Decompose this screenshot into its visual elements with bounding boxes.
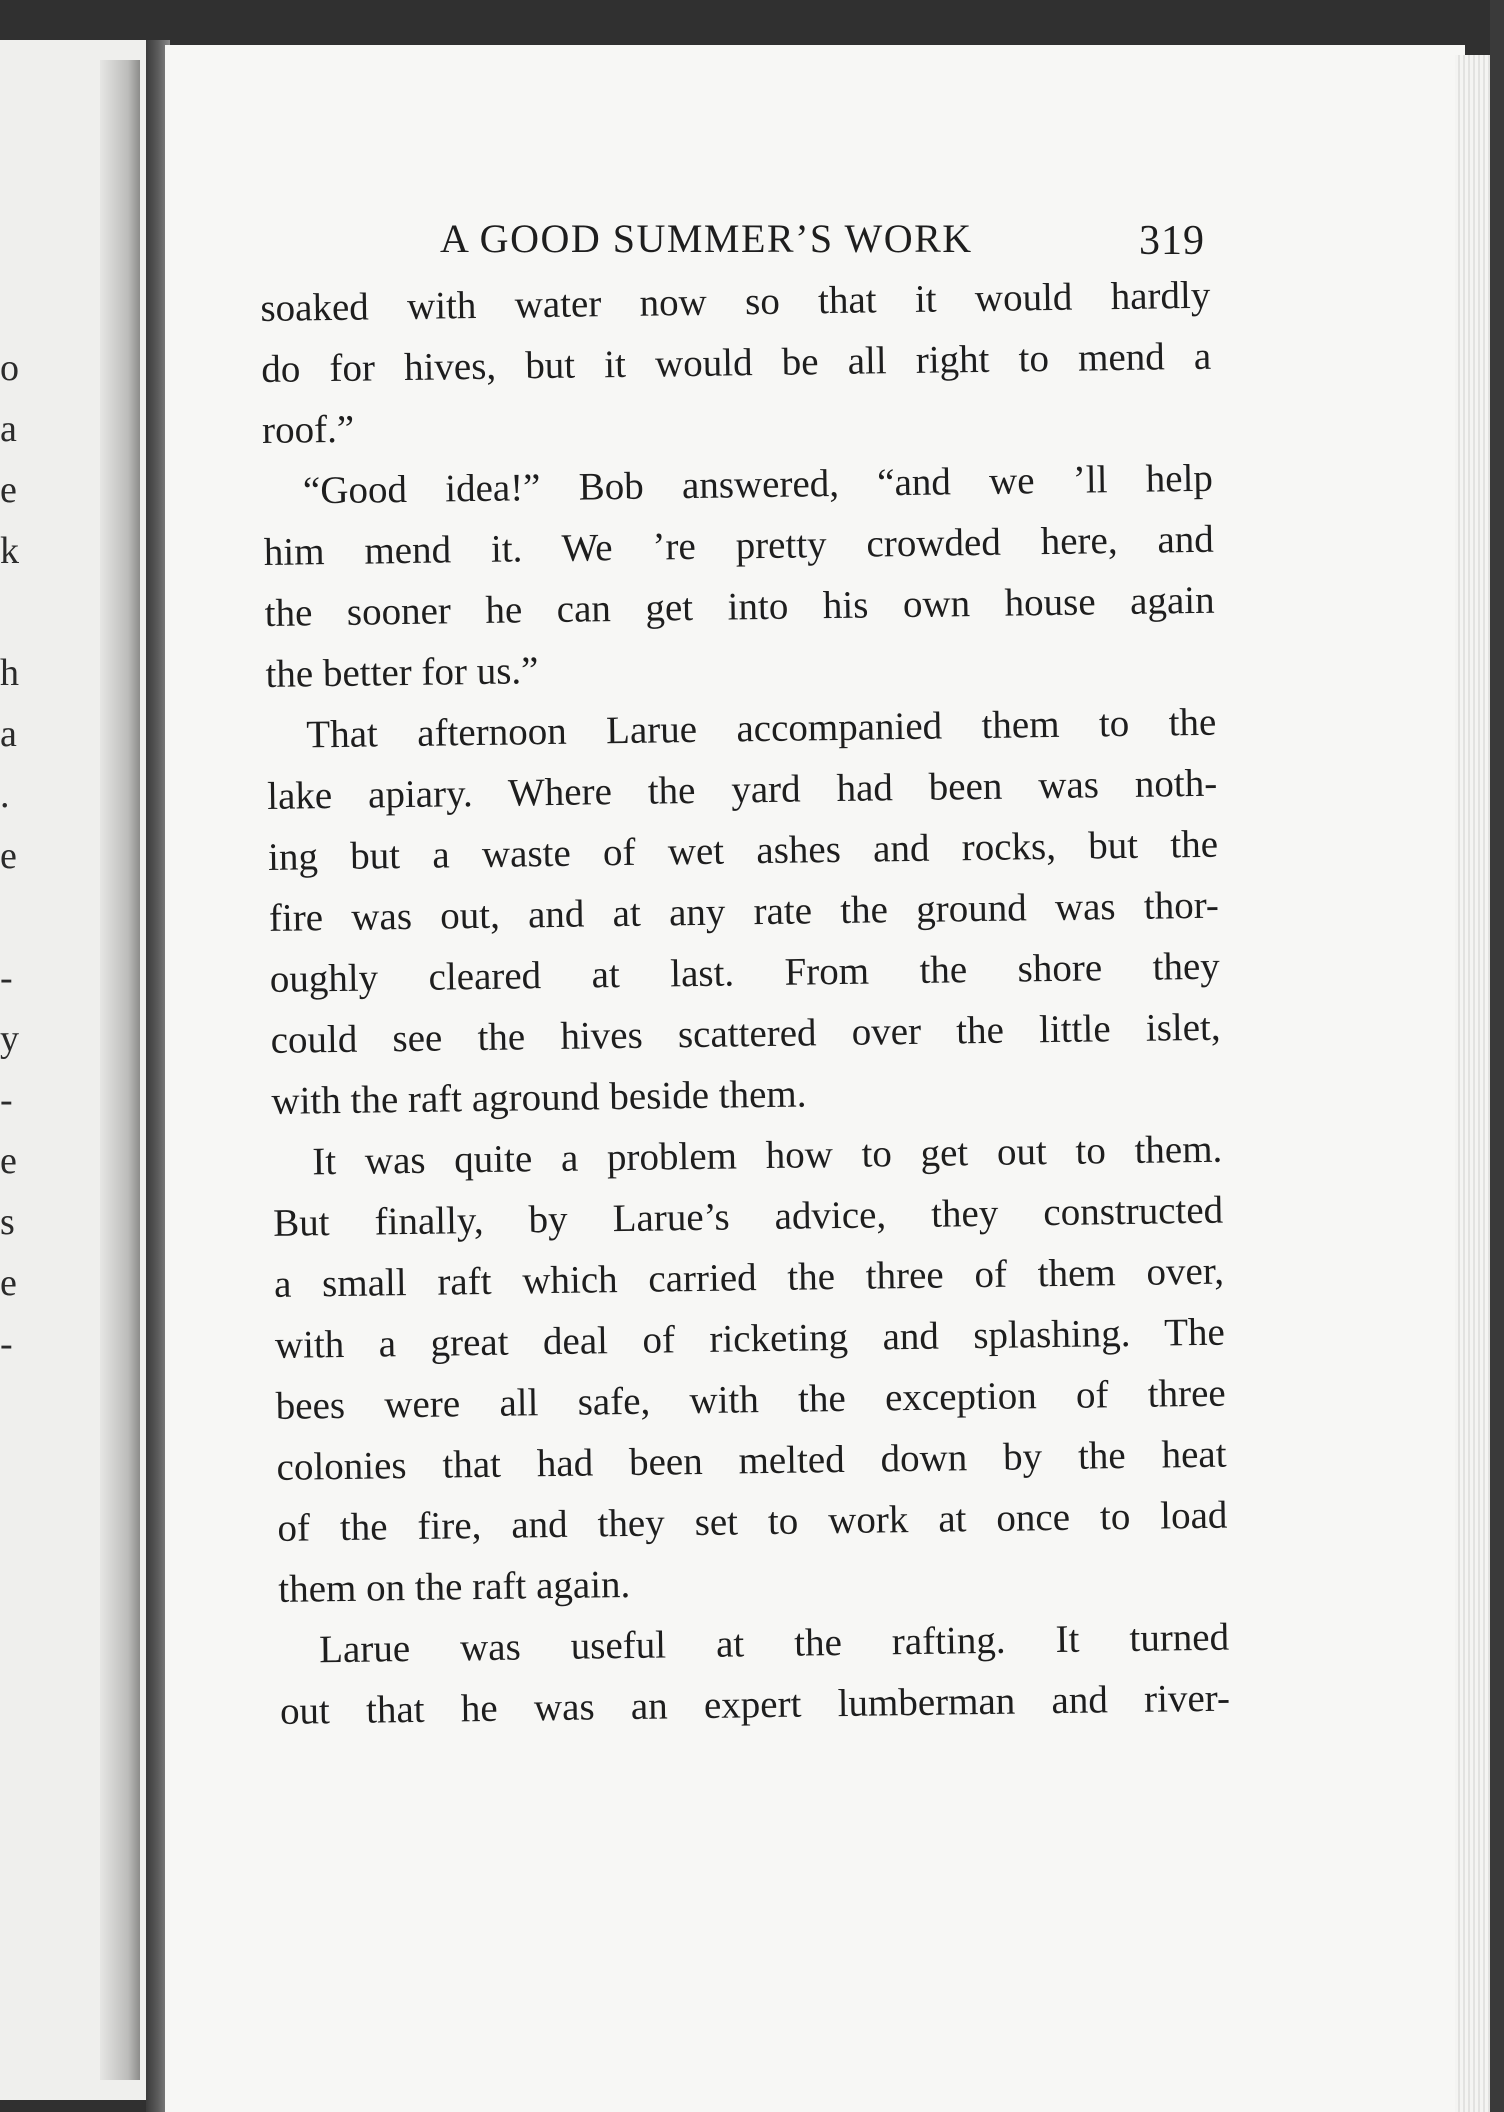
- previous-page-fragment: h: [0, 652, 19, 694]
- text-line: ing but a waste of wet ashes and rocks, but the: [267, 822, 1219, 879]
- text-line: of the fire, and they set to work at once to load: [277, 1493, 1228, 1550]
- text-line: do for hives, but it would be all right to mend a: [260, 334, 1212, 391]
- paragraph: [272, 1119, 1229, 1620]
- text-line: lake apiary. Where the yard had been was noth-: [266, 761, 1218, 818]
- previous-page-fragment: a: [0, 713, 17, 755]
- page-number: 319: [1139, 218, 1205, 264]
- text-line: bees were all safe, with the exception of three: [275, 1371, 1226, 1428]
- text-line: with a great deal of ricketing and splashing. The: [274, 1310, 1226, 1367]
- previous-page-fragment: -: [0, 1323, 13, 1365]
- text-line: him mend it. We ’re pretty crowded here, and: [263, 517, 1215, 574]
- text-line: It was quite a problem how to get out to them.: [312, 1127, 1223, 1184]
- text-line: oughly cleared at last. From the shore they: [269, 944, 1221, 1001]
- text-line: Larue was useful at the rafting. It turned: [318, 1615, 1230, 1672]
- text-line: roof.”: [261, 407, 355, 452]
- previous-page-text-fragments: [0, 338, 30, 1375]
- previous-page-fragment: .: [0, 774, 10, 816]
- text-line: fire was out, and at any rate the ground was thor-: [268, 883, 1220, 940]
- previous-page-fragment: o: [0, 347, 19, 389]
- scan-border: [1490, 0, 1504, 2112]
- previous-page-fragment: -: [0, 957, 13, 999]
- text-line: out that he was an expert lumberman and river-: [279, 1676, 1231, 1733]
- text-line: But finally, by Larue’s advice, they constructed: [272, 1188, 1224, 1245]
- previous-page-curl: [100, 60, 140, 2080]
- paragraph: [266, 692, 1222, 1132]
- text-line: could see the hives scattered over the little islet,: [270, 1005, 1221, 1062]
- page-stack-edge: [1455, 55, 1495, 2112]
- previous-page-fragment: e: [0, 469, 17, 511]
- text-line: colonies that had been melted down by the heat: [276, 1432, 1227, 1489]
- text-line: soaked with water now so that it would hardly: [260, 273, 1211, 330]
- body-text: [260, 265, 1230, 1742]
- previous-page-fragment: e: [0, 1262, 17, 1304]
- paragraph: [279, 1607, 1231, 1742]
- text-line: the better for us.”: [265, 649, 539, 696]
- text-line: them on the raft again.: [278, 1562, 631, 1611]
- paragraph: [260, 265, 1212, 461]
- previous-page-fragment: s: [0, 1201, 15, 1243]
- text-line: That afternoon Larue accompanied them to the: [306, 700, 1217, 757]
- previous-page-fragment: y: [0, 1018, 19, 1060]
- previous-page-fragment: e: [0, 1140, 17, 1182]
- previous-page-fragment: a: [0, 408, 17, 450]
- paragraph: [263, 448, 1216, 705]
- text-line: a small raft which carried the three of them over,: [273, 1249, 1225, 1306]
- text-line: “Good idea!” Bob answered, “and we ’ll help: [302, 456, 1214, 513]
- text-line: the sooner he can get into his own house again: [264, 578, 1215, 635]
- previous-page-fragment: [0, 582, 30, 643]
- previous-page-fragment: e: [0, 835, 17, 877]
- chapter-title: A GOOD SUMMER’S WORK: [440, 216, 973, 261]
- previous-page-fragment: [0, 887, 30, 948]
- previous-page-fragment: -: [0, 1079, 13, 1121]
- text-line: with the raft aground beside them.: [271, 1072, 807, 1123]
- previous-page-fragment: k: [0, 530, 19, 572]
